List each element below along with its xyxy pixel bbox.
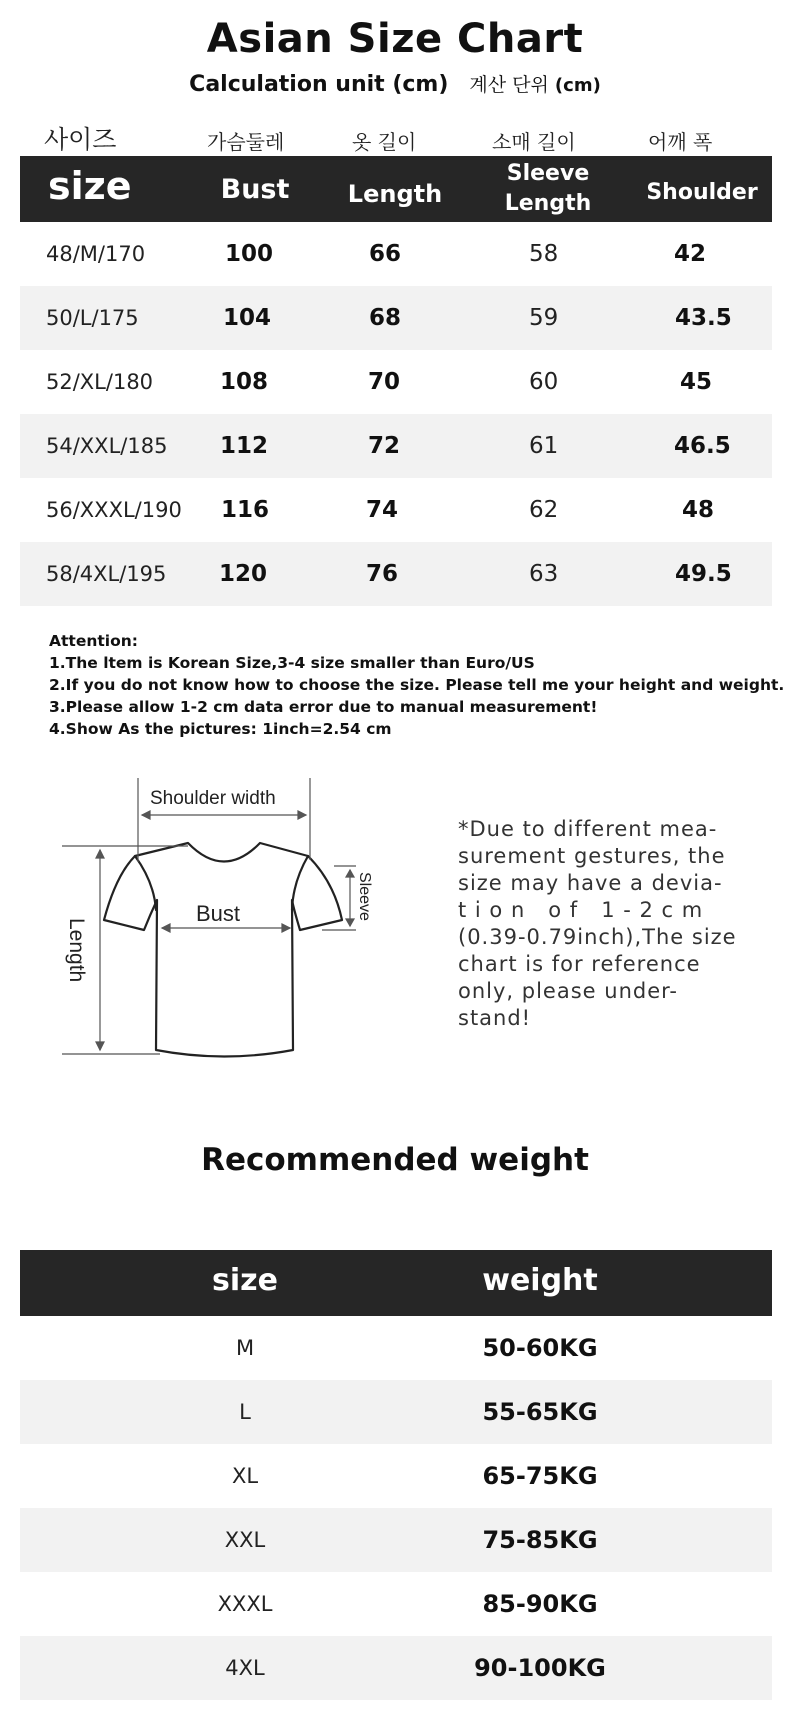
cell-weight: 50-60KG [482,1334,598,1362]
cell-size: 58/4XL/195 [46,562,167,586]
cell-size: 4XL [225,1656,265,1680]
cell-shoulder: 45 [680,369,713,395]
header-size: size [212,1263,278,1298]
note-line: chart is for reference [458,952,701,976]
cell-weight: 85-90KG [482,1590,598,1618]
table-row [20,350,772,414]
table-row [20,286,772,350]
table-row [20,414,772,478]
header-size: size [48,164,132,208]
attention-item: 3.Please allow 1-2 cm data error due to manual measurement! [49,698,598,716]
cell-length: 66 [369,241,402,267]
korean-sleeve-label: 소매 길이 [492,130,576,154]
note-line: *Due to different mea- [458,817,718,841]
cell-length: 74 [366,497,399,523]
length-label: Length [65,918,88,983]
cell-size: 48/M/170 [46,242,146,266]
unit-english: Calculation unit (cm) [189,72,449,97]
attention-heading: Attention: [49,632,138,650]
attention-item: 2.If you do not know how to choose the size. Please tell me your height and weight. [49,676,785,694]
unit-korean-text: 계산 단위 [469,74,549,96]
bust-label: Bust [196,901,241,926]
table-row [20,222,772,286]
cell-bust: 100 [225,241,274,267]
table-row [20,1444,772,1508]
cell-bust: 104 [223,305,272,331]
cell-weight: 65-75KG [482,1462,598,1490]
sleeve-label: Sleeve [356,872,373,921]
cell-shoulder: 49.5 [675,561,732,587]
cell-sleeve: 61 [529,433,559,459]
cell-bust: 112 [220,433,269,459]
table-row [20,478,772,542]
cell-size: 54/XXL/185 [46,434,168,458]
cell-length: 68 [369,305,402,331]
header-shoulder: Shoulder [646,180,758,205]
cell-length: 70 [368,369,401,395]
korean-bust-label: 가슴둘레 [207,130,285,154]
tshirt-diagram [0,770,440,1070]
note-line: (0.39-0.79inch),The size [458,925,737,949]
cell-shoulder: 48 [682,497,715,523]
cell-length: 72 [368,433,401,459]
cell-bust: 108 [220,369,269,395]
cell-sleeve: 60 [529,369,559,395]
unit-line [0,70,790,97]
korean-header-row [0,120,790,154]
tshirt-left-seam [135,856,156,910]
table-row [20,1380,772,1444]
cell-size: XL [231,1464,259,1488]
cell-bust: 116 [221,497,270,523]
cell-size: L [239,1400,251,1424]
cell-size: 50/L/175 [46,306,139,330]
cell-size: 52/XL/180 [46,370,154,394]
cell-size: XXL [224,1528,266,1552]
cell-sleeve: 63 [529,561,559,587]
cell-weight: 90-100KG [474,1654,606,1682]
header-bust: Bust [220,174,290,205]
attention-item: 4.Show As the pictures: 1inch=2.54 cm [49,720,392,738]
cell-size: XXXL [217,1592,273,1616]
cell-shoulder: 42 [674,241,707,267]
note-line: t i o n o f 1 - 2 c m [458,898,704,922]
size-table-header [20,156,772,222]
korean-length-label: 옷 길이 [352,130,417,154]
cell-shoulder: 43.5 [675,305,732,331]
korean-shoulder-label: 어깨 폭 [648,130,713,154]
cell-weight: 75-85KG [482,1526,598,1554]
weight-table-header [20,1250,772,1316]
shoulder-width-label: Shoulder width [150,788,276,809]
cell-length: 76 [366,561,399,587]
cell-sleeve: 62 [529,497,559,523]
measurement-note [458,816,758,1032]
table-row [20,1508,772,1572]
table-row [20,1572,772,1636]
cell-sleeve: 58 [529,241,559,267]
cell-size: 56/XXXL/190 [46,498,182,522]
attention-block [49,630,784,740]
recommended-weight-title: Recommended weight [201,1142,589,1178]
tshirt-outline [104,843,342,1057]
header-weight: weight [482,1263,598,1298]
page-title: Asian Size Chart [206,16,584,62]
korean-size-label: 사이즈 [44,125,117,154]
unit-korean [469,74,600,96]
header-sleeve-length: Sleeve Length [504,161,592,216]
attention-item: 1.The ltem is Korean Size,3-4 size smaller than Euro/US [49,654,535,672]
tshirt-right-seam [292,856,308,910]
cell-size: M [235,1336,255,1360]
cell-shoulder: 46.5 [674,433,731,459]
note-line: surement gestures, the [458,844,726,868]
table-row [20,1636,772,1700]
note-line: only, please under- [458,979,678,1003]
note-line: size may have a devia- [458,871,723,895]
cell-sleeve: 59 [529,305,559,331]
note-line: stand! [458,1006,532,1030]
table-row [20,1316,772,1380]
unit-korean-cm: (cm) [554,75,601,96]
cell-weight: 55-65KG [482,1398,598,1426]
header-length: Length [347,180,443,208]
cell-bust: 120 [219,561,268,587]
table-row [20,542,772,606]
